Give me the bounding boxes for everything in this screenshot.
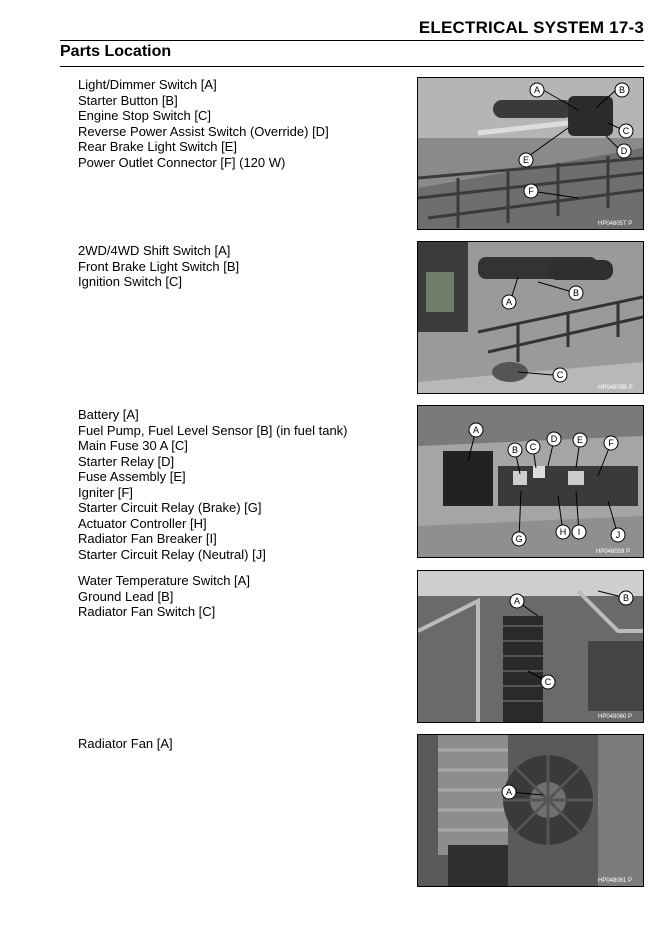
parts-list-4 [78,573,408,620]
callout-g [512,532,526,546]
svg-text:C: C [529,442,537,452]
list-item: Radiator Fan [A] [78,736,173,751]
list-item: Actuator Controller [H] [78,515,207,531]
callout-c [619,124,633,138]
parts-list-5 [78,736,408,752]
list-item: Front Brake Light Switch [B] [78,258,240,274]
svg-text:G: G [515,534,523,544]
svg-text:B: B [572,288,580,298]
svg-text:J: J [615,530,621,540]
photo-code: HP048060 P [598,714,633,720]
list-item: Reverse Power Assist Switch (Override) [D] [78,123,329,139]
svg-text:D: D [620,146,628,156]
photo-handlebar-switches [417,77,644,230]
svg-text:C: C [556,370,564,380]
svg-text:A: A [505,297,513,307]
callout-i [572,525,586,539]
list-item: Starter Relay [D] [78,453,175,469]
list-item: Power Outlet Connector [F] (120 W) [78,154,286,170]
parts-list-3 [78,407,408,562]
photo-code: HP04805B P [598,385,633,391]
photo-radiator-fan [417,734,644,887]
svg-text:A: A [533,85,541,95]
callout-f [524,184,538,198]
callout-h [556,525,570,539]
svg-text:D: D [550,434,558,444]
photo-battery-compartment [417,405,644,558]
callout-d [547,432,561,446]
section-title: Parts Location [60,43,172,60]
list-item: Engine Stop Switch [C] [78,108,211,123]
svg-text:C: C [622,126,630,136]
callout-c [553,368,567,382]
svg-text:F: F [608,438,614,448]
header-rule [60,40,644,41]
list-item: Fuse Assembly [E] [78,469,186,484]
callout-b [569,286,583,300]
callout-c [526,440,540,454]
list-item: Light/Dimmer Switch [A] [78,77,217,92]
callout-d [617,144,631,158]
callout-e [573,433,587,447]
svg-text:A: A [505,787,513,797]
list-item: Starter Circuit Relay (Neutral) [J] [78,546,266,562]
callout-a [502,785,516,799]
svg-text:E: E [522,155,530,165]
list-item: 2WD/4WD Shift Switch [A] [78,243,231,258]
photo-code: HP048059 P [596,549,631,555]
list-item: Main Fuse 30 A [C] [78,438,188,453]
photo-code: HP04805T P [598,221,633,227]
callout-a [530,83,544,97]
svg-text:A: A [513,596,521,606]
callout-e [519,153,533,167]
photo-left-handlebar [417,241,644,394]
callout-b [508,443,522,457]
list-item: Starter Circuit Relay (Brake) [G] [78,500,262,515]
list-item: Rear Brake Light Switch [E] [78,139,237,154]
svg-text:A: A [472,425,480,435]
list-item: Battery [A] [78,407,139,422]
list-item: Water Temperature Switch [A] [78,573,250,588]
photo-code: HP048061 P [598,878,633,884]
svg-text:B: B [511,445,519,455]
list-item: Radiator Fan Switch [C] [78,604,216,619]
callout-a [510,594,524,608]
list-item: Igniter [F] [78,484,133,500]
svg-text:B: B [622,593,630,603]
svg-text:F: F [528,186,534,196]
svg-text:I: I [577,527,581,537]
svg-text:E: E [576,435,584,445]
list-item: Ignition Switch [C] [78,274,183,289]
callout-j [611,528,625,542]
section-rule [60,66,644,67]
svg-text:C: C [544,677,552,687]
callout-a [469,423,483,437]
parts-list-1 [78,77,408,170]
list-item: Fuel Pump, Fuel Level Sensor [B] (in fuel tank) [78,422,348,438]
list-item: Starter Button [B] [78,92,178,108]
parts-list-2 [78,243,408,290]
photo-radiator-area [417,570,644,723]
callout-b [615,83,629,97]
callout-b [619,591,633,605]
callout-f [604,436,618,450]
svg-text:B: B [618,85,626,95]
list-item: Ground Lead [B] [78,588,174,604]
svg-text:H: H [559,527,567,537]
list-item: Radiator Fan Breaker [I] [78,531,217,546]
callout-c [541,675,555,689]
callout-a [502,295,516,309]
page-header-title: ELECTRICAL SYSTEM 17-3 [418,18,644,37]
